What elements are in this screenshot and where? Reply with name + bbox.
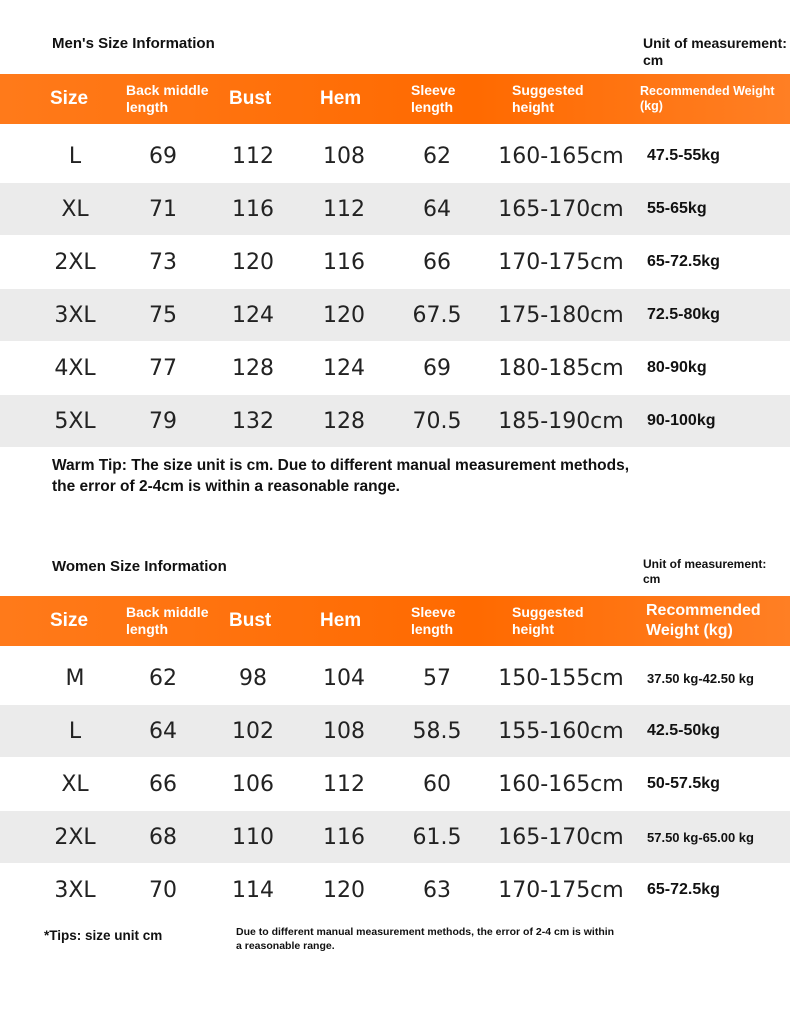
table-row <box>0 289 790 341</box>
cell-weight: 37.50 kg-42.50 kg <box>647 670 754 686</box>
men-table-header <box>0 74 790 124</box>
table-row <box>0 395 790 447</box>
women-section-title: Women Size Information <box>52 558 227 575</box>
header-hem: Hem <box>320 88 362 109</box>
table-row <box>0 183 790 235</box>
table-row <box>0 342 790 394</box>
cell-height: 170-175cm <box>498 877 624 903</box>
cell-back: 79 <box>149 408 177 434</box>
cell-bust: 110 <box>232 824 274 850</box>
cell-hem: 108 <box>323 143 365 169</box>
cell-sleeve: 70.5 <box>412 408 462 434</box>
cell-size: 2XL <box>54 249 96 275</box>
cell-bust: 124 <box>232 302 274 328</box>
cell-height: 150-155cm <box>498 665 624 691</box>
cell-sleeve: 57 <box>423 665 451 691</box>
header-sleeve-length: Sleeve length <box>411 604 456 637</box>
header-suggested-height: Suggested height <box>512 82 584 115</box>
cell-hem: 104 <box>323 665 365 691</box>
cell-height: 160-165cm <box>498 143 624 169</box>
cell-size: XL <box>61 771 89 797</box>
table-row <box>0 705 790 757</box>
cell-weight: 50-57.5kg <box>647 775 720 792</box>
cell-size: XL <box>61 196 89 222</box>
cell-back: 68 <box>149 824 177 850</box>
cell-weight: 55-65kg <box>647 200 707 217</box>
cell-height: 165-170cm <box>498 824 624 850</box>
cell-hem: 108 <box>323 718 365 744</box>
cell-back: 75 <box>149 302 177 328</box>
cell-weight: 80-90kg <box>647 359 707 376</box>
cell-height: 160-165cm <box>498 771 624 797</box>
cell-hem: 112 <box>323 771 365 797</box>
cell-back: 71 <box>149 196 177 222</box>
men-section-title: Men's Size Information <box>52 35 215 52</box>
cell-weight: 65-72.5kg <box>647 253 720 270</box>
cell-bust: 112 <box>232 143 274 169</box>
cell-bust: 132 <box>232 408 274 434</box>
cell-hem: 120 <box>323 877 365 903</box>
cell-size: 3XL <box>54 302 96 328</box>
header-suggested-height: Suggested height <box>512 604 584 637</box>
cell-back: 73 <box>149 249 177 275</box>
header-bust: Bust <box>229 88 272 109</box>
cell-size: M <box>65 665 85 691</box>
header-sleeve-length: Sleeve length <box>411 82 456 115</box>
women-tip-left: *Tips: size unit cm <box>44 928 163 943</box>
cell-sleeve: 64 <box>423 196 451 222</box>
header-hem: Hem <box>320 610 362 631</box>
cell-back: 77 <box>149 355 177 381</box>
header-back-length: Back middle length <box>126 82 209 115</box>
cell-size: L <box>68 143 82 169</box>
men-warm-tip: Warm Tip: The size unit is cm. Due to different manual measurement methods, the error of 2-4cm is within a reasonable range. <box>52 457 630 495</box>
header-recommended-weight: Recommended Weight (kg) <box>640 84 775 113</box>
cell-height: 175-180cm <box>498 302 624 328</box>
cell-back: 66 <box>149 771 177 797</box>
cell-sleeve: 69 <box>423 355 451 381</box>
table-row <box>0 652 790 704</box>
table-row <box>0 758 790 810</box>
cell-weight: 47.5-55kg <box>647 147 720 164</box>
cell-sleeve: 67.5 <box>412 302 462 328</box>
cell-hem: 120 <box>323 302 365 328</box>
cell-bust: 98 <box>239 665 267 691</box>
cell-hem: 124 <box>323 355 365 381</box>
cell-size: L <box>68 718 82 744</box>
table-row <box>0 811 790 863</box>
header-size: Size <box>50 610 89 631</box>
cell-weight: 72.5-80kg <box>647 306 720 323</box>
cell-back: 64 <box>149 718 177 744</box>
cell-bust: 120 <box>232 249 274 275</box>
women-tip-right: Due to different manual measurement methods, the error of 2-4 cm is within a reasonable range. <box>236 926 615 952</box>
cell-size: 3XL <box>54 877 96 903</box>
cell-hem: 112 <box>323 196 365 222</box>
cell-back: 70 <box>149 877 177 903</box>
cell-height: 155-160cm <box>498 718 624 744</box>
cell-bust: 114 <box>232 877 274 903</box>
cell-bust: 116 <box>232 196 274 222</box>
cell-hem: 128 <box>323 408 365 434</box>
header-bust: Bust <box>229 610 272 631</box>
cell-size: 2XL <box>54 824 96 850</box>
cell-height: 185-190cm <box>498 408 624 434</box>
cell-height: 165-170cm <box>498 196 624 222</box>
cell-weight: 57.50 kg-65.00 kg <box>647 829 754 845</box>
cell-sleeve: 66 <box>423 249 451 275</box>
table-row <box>0 236 790 288</box>
cell-back: 69 <box>149 143 177 169</box>
table-row <box>0 130 790 182</box>
women-unit-label: Unit of measurement: cm <box>643 557 767 586</box>
cell-height: 180-185cm <box>498 355 624 381</box>
cell-bust: 128 <box>232 355 274 381</box>
cell-bust: 102 <box>232 718 274 744</box>
cell-sleeve: 60 <box>423 771 451 797</box>
cell-weight: 65-72.5kg <box>647 881 720 898</box>
men-unit-label: Unit of measurement: cm <box>643 35 787 68</box>
cell-bust: 106 <box>232 771 274 797</box>
cell-height: 170-175cm <box>498 249 624 275</box>
cell-sleeve: 62 <box>423 143 451 169</box>
cell-back: 62 <box>149 665 177 691</box>
table-row <box>0 864 790 916</box>
cell-hem: 116 <box>323 824 365 850</box>
cell-size: 5XL <box>54 408 96 434</box>
cell-hem: 116 <box>323 249 365 275</box>
cell-size: 4XL <box>54 355 96 381</box>
cell-sleeve: 63 <box>423 877 451 903</box>
header-size: Size <box>50 88 89 109</box>
header-back-length: Back middle length <box>126 604 209 637</box>
women-table-header <box>0 596 790 646</box>
cell-weight: 42.5-50kg <box>647 722 720 739</box>
cell-sleeve: 61.5 <box>412 824 462 850</box>
cell-sleeve: 58.5 <box>412 718 462 744</box>
cell-weight: 90-100kg <box>647 412 716 429</box>
header-recommended-weight: Recommended Weight (kg) <box>646 602 761 639</box>
